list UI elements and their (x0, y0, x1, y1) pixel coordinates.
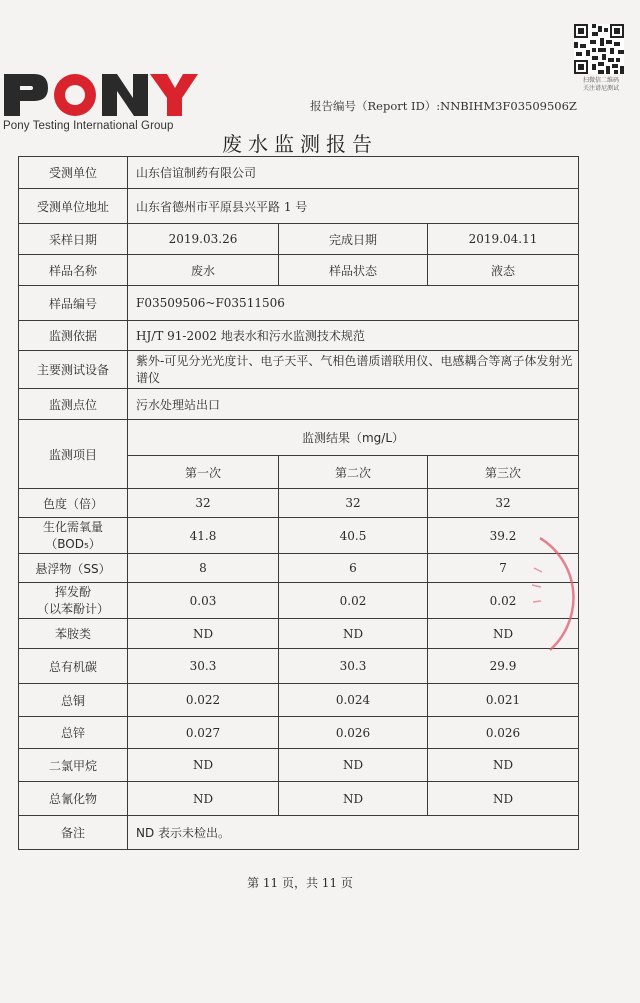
row-client (19, 157, 579, 189)
table-row (19, 554, 579, 583)
value-2: 32 (279, 489, 428, 518)
row-dates (19, 224, 579, 255)
table-row (19, 649, 579, 684)
item-name: 悬浮物（SS） (19, 554, 128, 583)
completion-date-value: 2019.04.11 (428, 224, 579, 255)
table-row (19, 619, 579, 649)
logo-subtitle: Pony Testing International Group (3, 120, 174, 132)
page-title: 废水监测报告 (222, 132, 378, 156)
sampling-date-label: 采样日期 (19, 224, 128, 255)
seal-stamp-icon (520, 530, 580, 660)
page-number: 第 11 页，共 11 页 (247, 876, 353, 890)
value-1: 0.027 (128, 717, 279, 749)
basis-label: 监测依据 (19, 321, 128, 351)
item-name: 总铜 (19, 684, 128, 717)
item-name: 色度（倍） (19, 489, 128, 518)
row-remark (19, 816, 579, 850)
address-value: 山东省德州市平原县兴平路 1 号 (128, 189, 579, 224)
table-row (19, 717, 579, 749)
value-3: 29.9 (428, 649, 579, 684)
row-basis (19, 321, 579, 351)
qr-caption-line1: 扫微信二维码 (582, 77, 619, 84)
value-2: 0.024 (279, 684, 428, 717)
item-name (19, 583, 128, 619)
value-3: 39.2 (428, 518, 579, 554)
value-2: ND (279, 782, 428, 816)
value-3: ND (428, 782, 579, 816)
value-2: 40.5 (279, 518, 428, 554)
value-1: ND (128, 619, 279, 649)
value-2: 30.3 (279, 649, 428, 684)
value-1: 8 (128, 554, 279, 583)
completion-date-label: 完成日期 (279, 224, 428, 255)
company-logo (0, 70, 200, 132)
table-row (19, 489, 579, 518)
sampling-date-value: 2019.03.26 (128, 224, 279, 255)
row-sample (19, 255, 579, 286)
table-row (19, 518, 579, 554)
value-2: 0.026 (279, 717, 428, 749)
value-2: 6 (279, 554, 428, 583)
point-label: 监测点位 (19, 389, 128, 420)
value-1: 41.8 (128, 518, 279, 554)
item-name: 总有机碳 (19, 649, 128, 684)
row-point (19, 389, 579, 420)
address-label: 受测单位地址 (19, 189, 128, 224)
sample-state-value: 液态 (428, 255, 579, 286)
row-results-header (19, 420, 579, 456)
sample-state-label: 样品状态 (279, 255, 428, 286)
value-1: ND (128, 749, 279, 782)
value-3: ND (428, 749, 579, 782)
value-1: 0.03 (128, 583, 279, 619)
point-value: 污水处理站出口 (128, 389, 579, 420)
col-header-3: 第三次 (428, 456, 579, 489)
col-header-1: 第一次 (128, 456, 279, 489)
remark-label: 备注 (19, 816, 128, 850)
value-3: 32 (428, 489, 579, 518)
value-1: 30.3 (128, 649, 279, 684)
value-1: 0.022 (128, 684, 279, 717)
result-header: 监测结果（mg/L） (128, 420, 579, 456)
item-name: 总氰化物 (19, 782, 128, 816)
item-name: 二氯甲烷 (19, 749, 128, 782)
row-address (19, 189, 579, 224)
table-row (19, 782, 579, 816)
basis-value: HJ/T 91-2002 地表水和污水监测技术规范 (128, 321, 579, 351)
sample-name-label: 样品名称 (19, 255, 128, 286)
value-3: 7 (428, 554, 579, 583)
sample-no-value: F03509506~F03511506 (128, 286, 579, 321)
value-2: 0.02 (279, 583, 428, 619)
col-header-2: 第二次 (279, 456, 428, 489)
sample-name-value: 废水 (128, 255, 279, 286)
table-row (19, 684, 579, 717)
item-name-line2: （以苯酚计） (36, 601, 109, 616)
value-3: 0.026 (428, 717, 579, 749)
qr-code-icon (574, 24, 624, 74)
value-1: 32 (128, 489, 279, 518)
pony-logo-icon (0, 70, 200, 120)
report-id-label: 报告编号（Report ID）: (310, 99, 441, 113)
report-id (310, 98, 577, 114)
report-id-value: NNBIHM3F03509506Z (440, 99, 577, 113)
row-sample-no (19, 286, 579, 321)
item-name-line1: 挥发酚 (54, 584, 91, 599)
client-value: 山东信谊制药有限公司 (128, 157, 579, 189)
item-name (19, 518, 128, 554)
client-label: 受测单位 (19, 157, 128, 189)
value-2: ND (279, 749, 428, 782)
equipment-value: 紫外-可见分光光度计、电子天平、气相色谱质谱联用仪、电感耦合等离子体发射光谱仪 (128, 351, 579, 389)
table-row (19, 749, 579, 782)
value-2: ND (279, 619, 428, 649)
equipment-label: 主要测试设备 (19, 351, 128, 389)
item-name-line2: （BOD₅） (45, 536, 101, 551)
item-name: 总锌 (19, 717, 128, 749)
value-3: ND (428, 619, 579, 649)
sample-no-label: 样品编号 (19, 286, 128, 321)
item-name: 苯胺类 (19, 619, 128, 649)
value-1: ND (128, 782, 279, 816)
row-equipment (19, 351, 579, 389)
report-table (18, 156, 579, 850)
value-3: 0.02 (428, 583, 579, 619)
table-row (19, 583, 579, 619)
value-3: 0.021 (428, 684, 579, 717)
item-header: 监测项目 (19, 420, 128, 489)
item-name-line1: 生化需氧量 (42, 519, 103, 534)
remark-value: ND 表示未检出。 (128, 816, 579, 850)
qr-caption (566, 77, 636, 93)
qr-caption-line2: 关注谱尼测试 (582, 85, 619, 92)
